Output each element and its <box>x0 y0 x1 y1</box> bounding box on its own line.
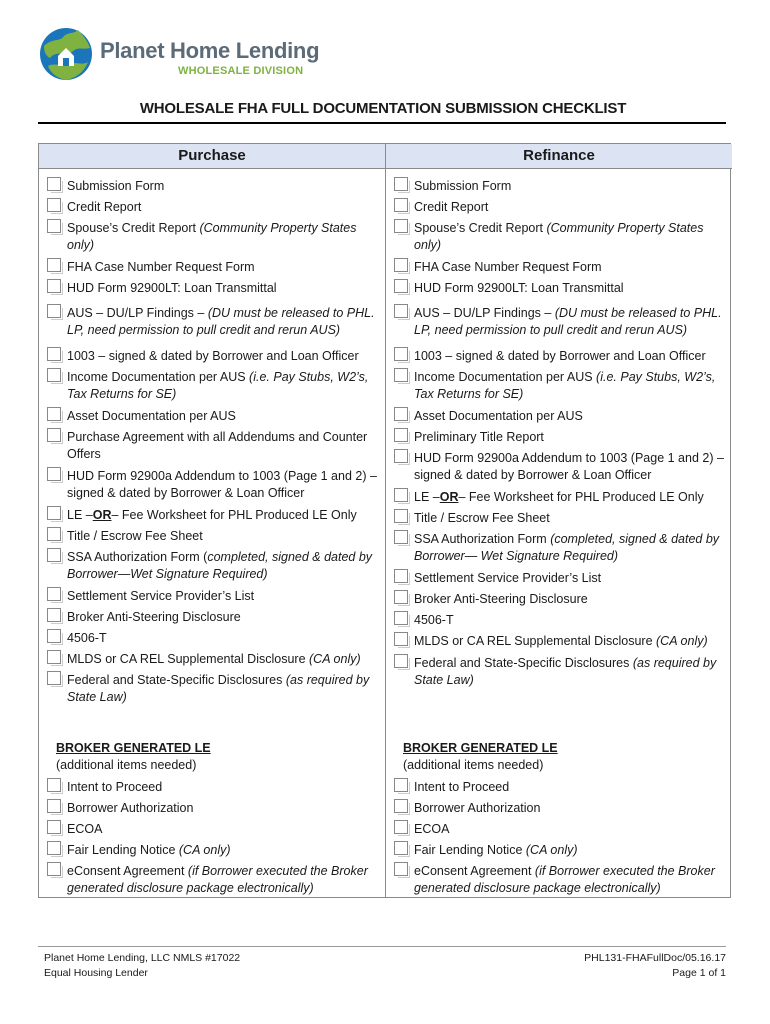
checkbox[interactable] <box>394 488 408 502</box>
checklist-item-label <box>67 178 379 195</box>
checkbox[interactable] <box>47 368 61 382</box>
checkbox[interactable] <box>47 629 61 643</box>
item-note: (as required by State Law) <box>414 656 717 687</box>
item-text: Intent to Proceed <box>414 780 510 794</box>
checklist-item-label <box>414 612 726 629</box>
purchase-column <box>39 144 385 897</box>
item-text: Broker Anti-Steering Disclosure <box>414 592 588 606</box>
checkbox[interactable] <box>394 258 408 272</box>
checklist-item-label <box>67 630 379 647</box>
item-emphasis: OR <box>439 490 459 504</box>
checklist-item-label <box>67 220 379 254</box>
checklist-item-label <box>414 570 726 587</box>
item-note: (Community Property States only) <box>67 221 357 252</box>
checkbox[interactable] <box>47 198 61 212</box>
item-text: Credit Report <box>414 200 489 214</box>
checkbox[interactable] <box>47 428 61 442</box>
checkbox[interactable] <box>394 778 408 792</box>
item-note: (i.e. Pay Stubs, W2’s, Tax Returns for SE) <box>414 370 716 401</box>
item-note: (CA only) <box>178 843 231 857</box>
checkbox[interactable] <box>47 820 61 834</box>
checklist-item-label <box>67 842 379 859</box>
item-text: 1003 – signed & dated by Borrower and Loan Officer <box>67 349 359 363</box>
checkbox[interactable] <box>394 841 408 855</box>
checkbox[interactable] <box>394 279 408 293</box>
item-text: Borrower Authorization <box>414 801 541 815</box>
item-text: AUS – DU/LP Findings – <box>67 306 208 320</box>
item-text: Fair Lending Notice <box>414 843 526 857</box>
broker-generated-le-heading: BROKER GENERATED LE <box>56 741 211 755</box>
checkbox[interactable] <box>47 467 61 481</box>
checklist-item-label <box>414 800 726 817</box>
refinance-column <box>385 144 732 897</box>
checkbox[interactable] <box>47 778 61 792</box>
item-text: LE – <box>414 490 440 504</box>
item-text: HUD Form 92900LT: Loan Transmittal <box>414 281 624 295</box>
checklist-item-label <box>414 348 726 365</box>
checklist-item-label <box>67 821 379 838</box>
checkbox[interactable] <box>47 650 61 664</box>
item-note: (if Borrower executed the Broker generated disclosure package electronically) <box>67 864 368 895</box>
checkbox[interactable] <box>394 862 408 876</box>
checklist-item-label <box>414 510 726 527</box>
item-text: Settlement Service Provider’s List <box>67 589 255 603</box>
item-text: MLDS or CA REL Supplemental Disclosure <box>67 652 309 666</box>
checklist-item-label <box>67 429 379 463</box>
footer-equal-housing: Equal Housing Lender <box>44 967 148 979</box>
item-text: eConsent Agreement <box>414 864 535 878</box>
checkbox[interactable] <box>47 608 61 622</box>
checkbox[interactable] <box>394 820 408 834</box>
checkbox[interactable] <box>394 219 408 233</box>
checkbox[interactable] <box>394 569 408 583</box>
checkbox[interactable] <box>394 368 408 382</box>
checklist-item-label <box>67 779 379 796</box>
checklist-item-label <box>67 468 379 502</box>
checklist-item-label <box>67 609 379 626</box>
item-text: Broker Anti-Steering Disclosure <box>67 610 241 624</box>
item-text: Income Documentation per AUS <box>414 370 597 384</box>
checkbox[interactable] <box>394 449 408 463</box>
item-text: Spouse’s Credit Report <box>414 221 547 235</box>
item-text: Title / Escrow Fee Sheet <box>414 511 550 525</box>
checkbox[interactable] <box>47 219 61 233</box>
footer-right <box>584 951 726 981</box>
item-note: (DU must be released to PHL. LP, need permission to pull credit and rerun AUS) <box>67 306 375 337</box>
checklist-item-label <box>414 220 726 254</box>
footer-page-number: Page 1 of 1 <box>672 967 726 979</box>
checkbox[interactable] <box>47 862 61 876</box>
item-text: Credit Report <box>67 200 142 214</box>
checklist-item-label <box>414 655 726 689</box>
checkbox[interactable] <box>47 548 61 562</box>
checkbox[interactable] <box>47 279 61 293</box>
checklist-item-label <box>67 549 379 583</box>
checklist-item-label <box>414 531 726 565</box>
purchase-heading: Purchase <box>39 144 385 169</box>
checklist-item-label <box>414 863 726 897</box>
logo-division: WHOLESALE DIVISION <box>178 65 304 77</box>
item-text: Federal and State-Specific Disclosures <box>67 673 286 687</box>
checkbox[interactable] <box>394 799 408 813</box>
checklist-item-label <box>414 429 726 446</box>
checklist-item-label <box>414 178 726 195</box>
checklist-item-label <box>67 507 379 524</box>
item-note: completed, signed & dated by Borrower—Wet Signature Required) <box>67 550 373 581</box>
broker-generated-le-subheading: (additional items needed) <box>56 758 197 772</box>
footer-company: Planet Home Lending, LLC NMLS #17022 <box>44 952 241 964</box>
checklist-item-label <box>414 591 726 608</box>
item-text: Purchase Agreement with all Addendums and Counter Offers <box>67 430 368 461</box>
item-note: (CA only) <box>309 652 361 666</box>
footer-divider <box>38 946 726 947</box>
item-text: 1003 – signed & dated by Borrower and Loan Officer <box>414 349 706 363</box>
checklist-item-label <box>67 588 379 605</box>
checklist-item-label <box>67 199 379 216</box>
item-text: HUD Form 92900LT: Loan Transmittal <box>67 281 277 295</box>
logo-name: Planet Home Lending <box>100 38 320 63</box>
item-text: Federal and State-Specific Disclosures <box>414 656 633 670</box>
checklist-item-label <box>414 450 726 484</box>
checkbox[interactable] <box>394 530 408 544</box>
item-text: Borrower Authorization <box>67 801 194 815</box>
checklist-item-label <box>414 779 726 796</box>
checkbox[interactable] <box>394 654 408 668</box>
item-text: Spouse’s Credit Report <box>67 221 200 235</box>
item-text: HUD Form 92900a Addendum to 1003 (Page 1 and 2) – signed & dated by Borrower & Loan Officer <box>67 469 377 500</box>
checkbox[interactable] <box>394 632 408 646</box>
checkbox[interactable] <box>394 347 408 361</box>
checklist-item-label <box>67 800 379 817</box>
item-text: MLDS or CA REL Supplemental Disclosure <box>414 634 656 648</box>
checkbox[interactable] <box>394 177 408 191</box>
checklist-item-label <box>67 369 379 403</box>
item-text: HUD Form 92900a Addendum to 1003 (Page 1 and 2) – signed & dated by Borrower & Loan Officer <box>414 451 724 482</box>
item-note: (CA only) <box>525 843 578 857</box>
checkbox[interactable] <box>394 304 408 318</box>
checkbox[interactable] <box>47 587 61 601</box>
checklist-item-label <box>67 863 379 897</box>
checklist-item-label <box>414 408 726 425</box>
checklist-item-label <box>414 305 726 339</box>
item-text: AUS – DU/LP Findings – <box>414 306 555 320</box>
checklist-item-label <box>67 408 379 425</box>
checklist-table <box>38 143 731 898</box>
checkbox[interactable] <box>47 258 61 272</box>
item-text: Submission Form <box>414 179 512 193</box>
refinance-heading: Refinance <box>386 144 732 169</box>
item-text: SSA Authorization Form <box>414 532 551 546</box>
item-text: Settlement Service Provider’s List <box>414 571 602 585</box>
checklist-item-label <box>67 280 379 297</box>
item-text: Asset Documentation per AUS <box>67 409 236 423</box>
checkbox[interactable] <box>47 347 61 361</box>
title-divider <box>38 122 726 124</box>
item-note: (as required by State Law) <box>67 673 370 704</box>
item-text: eConsent Agreement <box>67 864 188 878</box>
item-note: (i.e. Pay Stubs, W2’s, Tax Returns for SE) <box>67 370 369 401</box>
checklist-item-label <box>414 280 726 297</box>
document-title: WHOLESALE FHA FULL DOCUMENTATION SUBMISSION CHECKLIST <box>139 100 627 117</box>
item-text: – Fee Worksheet for PHL Produced LE Only <box>458 490 704 504</box>
checklist-item-label <box>414 489 726 506</box>
item-text: Fair Lending Notice <box>67 843 179 857</box>
item-text: 4506-T <box>414 613 454 627</box>
checklist-item-label <box>67 672 379 706</box>
checklist-item-label <box>67 259 379 276</box>
footer-doc-code: PHL131-FHAFullDoc/05.16.17 <box>584 952 726 964</box>
item-text: Preliminary Title Report <box>414 430 544 444</box>
item-note: (DU must be released to PHL. LP, need permission to pull credit and rerun AUS) <box>414 306 722 337</box>
checkbox[interactable] <box>47 506 61 520</box>
footer-left <box>44 951 240 981</box>
checklist-item-label <box>414 259 726 276</box>
item-note: (Community Property States only) <box>414 221 704 252</box>
item-text: Intent to Proceed <box>67 780 163 794</box>
broker-generated-le-subheading: (additional items needed) <box>403 758 544 772</box>
checklist-item-label <box>67 305 379 339</box>
checkbox[interactable] <box>47 671 61 685</box>
checklist-item-label <box>414 369 726 403</box>
checkbox[interactable] <box>394 198 408 212</box>
checklist-item-label <box>67 651 379 668</box>
company-logo <box>38 26 320 86</box>
broker-generated-le-heading: BROKER GENERATED LE <box>403 741 558 755</box>
item-text: SSA Authorization Form ( <box>67 550 208 564</box>
item-text: FHA Case Number Request Form <box>414 260 602 274</box>
item-text: Asset Documentation per AUS <box>414 409 583 423</box>
checkbox[interactable] <box>394 611 408 625</box>
item-text: FHA Case Number Request Form <box>67 260 255 274</box>
item-text: ECOA <box>67 822 103 836</box>
checkbox[interactable] <box>394 407 408 421</box>
item-note: (if Borrower executed the Broker generated disclosure package electronically) <box>414 864 715 895</box>
checkbox[interactable] <box>47 304 61 318</box>
item-text: LE – <box>67 508 93 522</box>
checklist-item-label <box>67 348 379 365</box>
checkbox[interactable] <box>394 590 408 604</box>
item-text: 4506-T <box>67 631 107 645</box>
checklist-item-label <box>414 199 726 216</box>
item-note: (completed, signed & dated by Borrower— Wet Signature Required) <box>414 532 720 563</box>
item-text: ECOA <box>414 822 450 836</box>
checkbox[interactable] <box>47 799 61 813</box>
item-note: (CA only) <box>656 634 708 648</box>
checkbox[interactable] <box>47 527 61 541</box>
item-emphasis: OR <box>92 508 112 522</box>
checkbox[interactable] <box>47 177 61 191</box>
checklist-item-label <box>414 821 726 838</box>
item-text: Title / Escrow Fee Sheet <box>67 529 203 543</box>
checklist-item-label <box>67 528 379 545</box>
checkbox[interactable] <box>47 407 61 421</box>
checklist-item-label <box>414 633 726 650</box>
planet-globe-icon <box>38 26 94 82</box>
item-text: – Fee Worksheet for PHL Produced LE Only <box>111 508 357 522</box>
item-text: Income Documentation per AUS <box>67 370 250 384</box>
checkbox[interactable] <box>394 428 408 442</box>
checklist-item-label <box>414 842 726 859</box>
checkbox[interactable] <box>394 509 408 523</box>
item-text: Submission Form <box>67 179 165 193</box>
checkbox[interactable] <box>47 841 61 855</box>
